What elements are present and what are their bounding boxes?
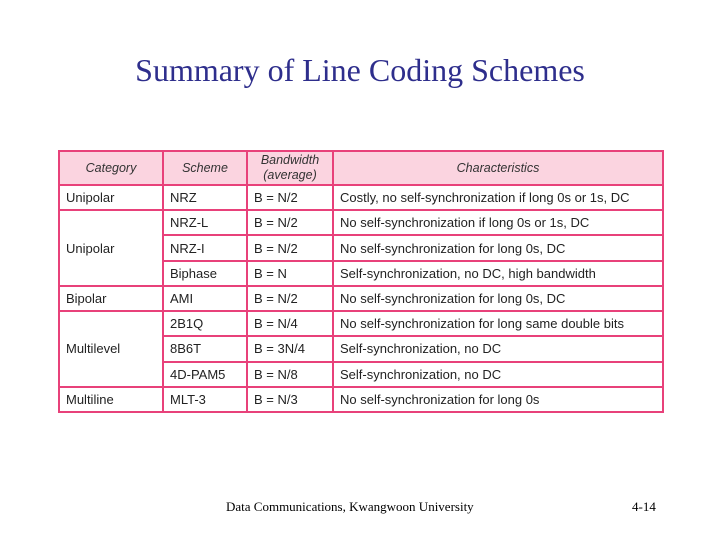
characteristics-cell: No self-synchronization for long 0s, DC — [334, 236, 662, 259]
characteristics-cell: No self-synchronization if long 0s or 1s, DC — [334, 211, 662, 234]
table-row — [60, 388, 662, 411]
bandwidth-cell: B = 3N/4 — [248, 337, 332, 360]
characteristics-cell: No self-synchronization for long 0s, DC — [334, 287, 662, 310]
footer-institution: Data Communications, Kwangwoon University — [226, 499, 474, 514]
bandwidth-cell: B = N/2 — [248, 287, 332, 310]
header-bandwidth — [248, 152, 332, 184]
header-bandwidth-line1: Bandwidth — [260, 153, 320, 167]
scheme-cell: NRZ-I — [164, 236, 246, 259]
page-number: 4-14 — [632, 499, 656, 514]
characteristics-cell: Self-synchronization, no DC — [334, 363, 662, 386]
bandwidth-cell: B = N/2 — [248, 186, 332, 209]
line-coding-table-wrapper — [58, 150, 664, 413]
header-bandwidth-line2: (average) — [263, 168, 317, 182]
table-header-row — [60, 152, 662, 184]
scheme-cell: 4D-PAM5 — [164, 363, 246, 386]
table-row — [60, 287, 662, 310]
table-body — [60, 186, 662, 411]
table-row — [60, 186, 662, 209]
category-cell: Multilevel — [60, 312, 162, 386]
line-coding-table — [58, 150, 664, 413]
header-characteristics: Characteristics — [334, 152, 662, 184]
bandwidth-cell: B = N/2 — [248, 236, 332, 259]
bandwidth-cell: B = N — [248, 262, 332, 285]
characteristics-cell: Self-synchronization, no DC, high bandwidth — [334, 262, 662, 285]
slide-title: Summary of Line Coding Schemes — [135, 52, 585, 88]
scheme-cell: Biphase — [164, 262, 246, 285]
scheme-cell: 2B1Q — [164, 312, 246, 335]
table-row — [60, 211, 662, 234]
header-category: Category — [60, 152, 162, 184]
scheme-cell: NRZ — [164, 186, 246, 209]
bandwidth-cell: B = N/3 — [248, 388, 332, 411]
bandwidth-cell: B = N/8 — [248, 363, 332, 386]
scheme-cell: AMI — [164, 287, 246, 310]
scheme-cell: 8B6T — [164, 337, 246, 360]
category-cell: Unipolar — [60, 211, 162, 285]
characteristics-cell: Self-synchronization, no DC — [334, 337, 662, 360]
scheme-cell: MLT-3 — [164, 388, 246, 411]
characteristics-cell: No self-synchronization for long 0s — [334, 388, 662, 411]
table-row — [60, 312, 662, 335]
characteristics-cell: No self-synchronization for long same double bits — [334, 312, 662, 335]
scheme-cell: NRZ-L — [164, 211, 246, 234]
characteristics-cell: Costly, no self-synchronization if long 0s or 1s, DC — [334, 186, 662, 209]
header-scheme: Scheme — [164, 152, 246, 184]
bandwidth-cell: B = N/2 — [248, 211, 332, 234]
bandwidth-cell: B = N/4 — [248, 312, 332, 335]
category-cell: Multiline — [60, 388, 162, 411]
category-cell: Unipolar — [60, 186, 162, 209]
category-cell: Bipolar — [60, 287, 162, 310]
